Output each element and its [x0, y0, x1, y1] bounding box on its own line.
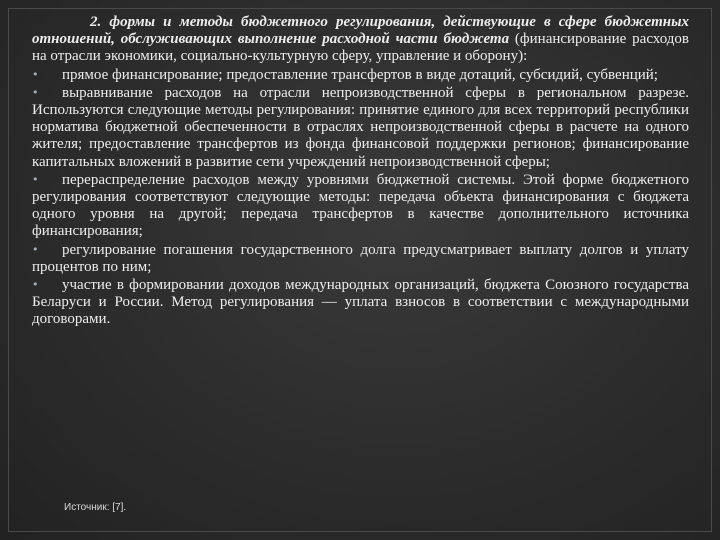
intro-heading: 2. формы и методы бюджетного регулирования, действующие в сфере бюджетных отношений, обслуживающих выполнение расходной части бюджета: [32, 14, 689, 48]
bullet-icon: •: [32, 172, 39, 186]
list-item-text: участие в формировании доходов международных организаций, бюджета Союзного государства Беларуси и России. Метод регулирования — уплата взносов в соответствии с международными договорами.: [32, 277, 689, 328]
slide-body: [32, 14, 689, 329]
list-item: [32, 276, 689, 329]
list-item-text: регулирование погашения государственного долга предусматривает выплату долгов и уплату процентов по ним;: [32, 241, 689, 275]
intro-paragraph: [32, 14, 689, 66]
list-item-text: выравнивание расходов на отрасли непроизводственной сферы в региональном разрезе. Используются следующие методы регулирования: принятие единого для всех территорий республики норматива бюджетной обеспеченности в отраслях непроизводственной сферы в расчете на одного жителя; предоставление трансфертов из фонда финансовой поддержки регионов; финансирование капитальных вложений в развитие сети учреждений непроизводственной сферы;: [32, 84, 689, 170]
list-item: [32, 66, 689, 84]
source-note: Источник: [7].: [64, 502, 127, 513]
bullet-icon: •: [32, 67, 39, 81]
list-item: [32, 171, 689, 241]
list-item: [32, 241, 689, 276]
bullet-icon: •: [32, 85, 39, 99]
list-item: [32, 84, 689, 171]
list-item-text: перераспределение расходов между уровнями бюджетной системы. Этой форме бюджетного регулирования соответствуют следующие методы: передача объекта финансирования с бюджета одного уровня на другой; передача трансфертов в качестве дополнительного источника финансирования;: [32, 171, 689, 240]
list-item-text: прямое финансирование; предоставление трансфертов в виде дотаций, субсидий, субвенций;: [62, 66, 658, 83]
bullet-icon: •: [32, 242, 39, 256]
intro-heading-rest: (финансирование расходов на отрасли экономики, социально-культурную сферу, управление и оборону):: [32, 31, 689, 65]
bullet-icon: •: [32, 278, 39, 292]
